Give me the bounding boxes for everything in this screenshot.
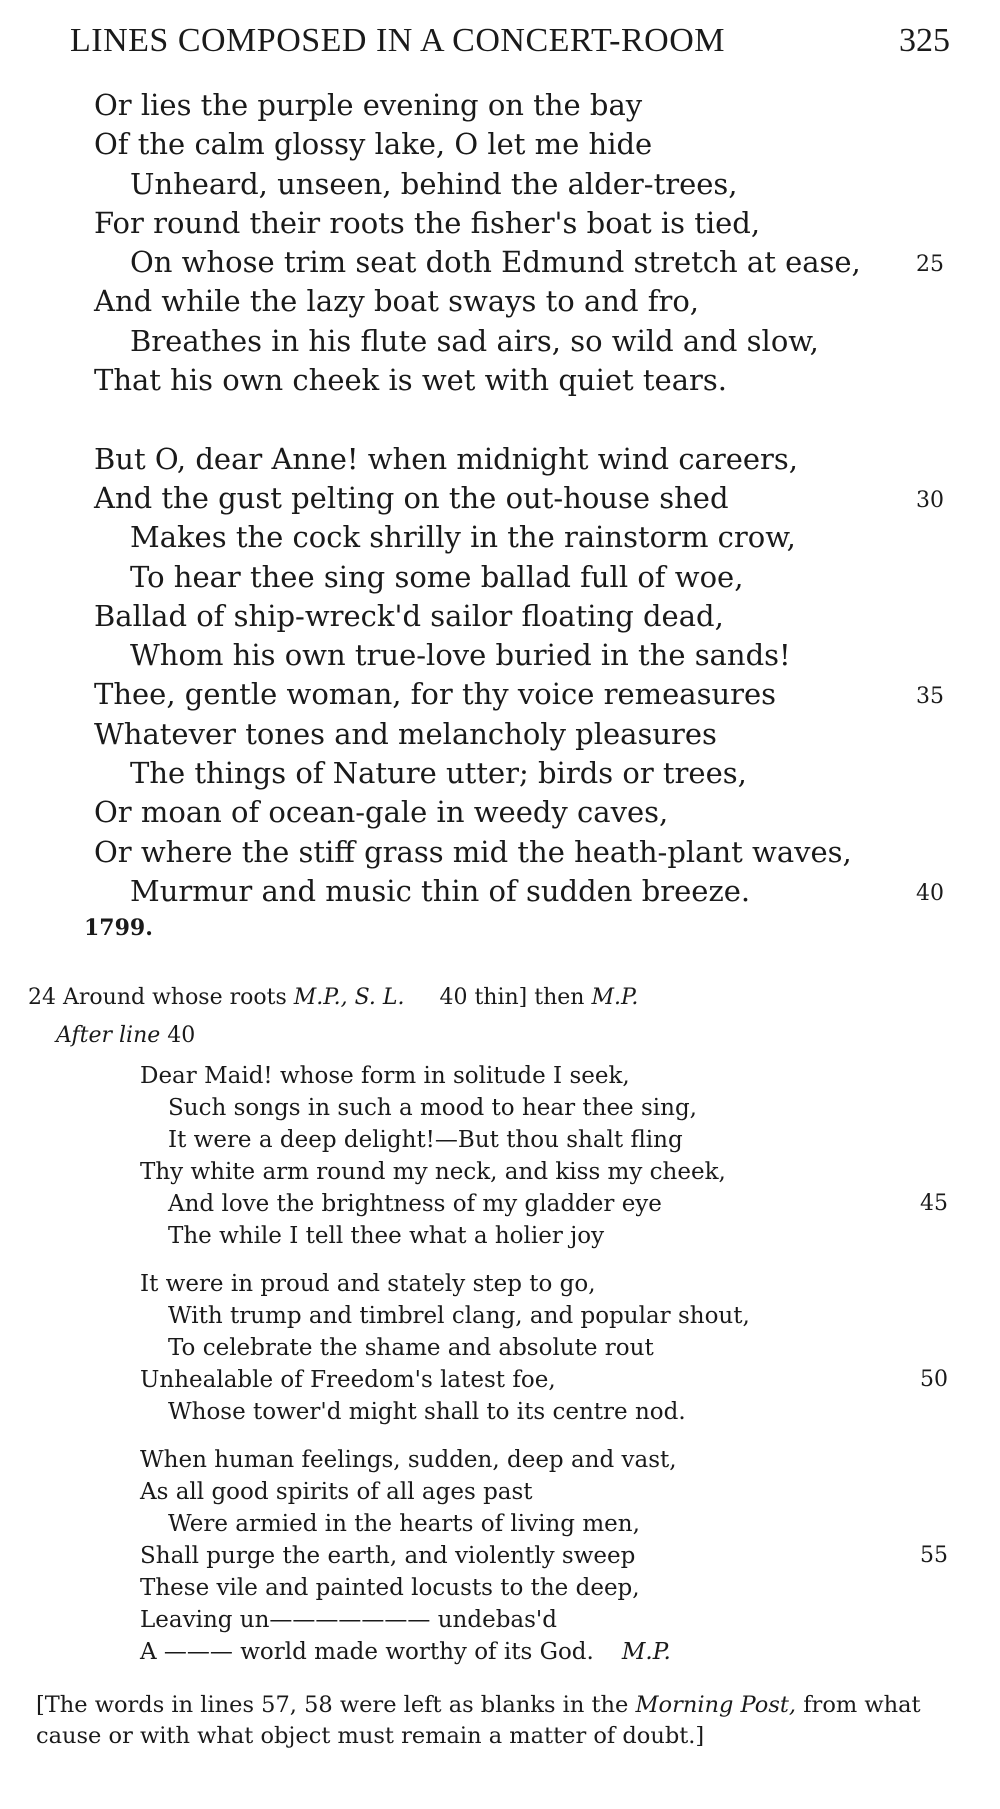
stanza-break — [94, 400, 914, 439]
poem-line — [94, 558, 914, 597]
line-number: 40 — [916, 880, 944, 906]
line-text: These vile and painted locusts to the deep, — [140, 1575, 640, 1601]
line-text: Such songs in such a mood to hear thee sing, — [168, 1095, 697, 1121]
line-text: Leaving un——————— undebas'd — [140, 1607, 557, 1633]
poem-date: 1799. — [84, 915, 153, 941]
line-text: To celebrate the shame and absolute rout — [168, 1335, 654, 1361]
line-text: Were armied in the hearts of living men, — [168, 1511, 640, 1537]
running-title: LINES COMPOSED IN A CONCERT-ROOM — [70, 22, 726, 59]
line-text: Murmur and music thin of sudden breeze. — [130, 873, 751, 908]
line-number: 55 — [920, 1543, 948, 1568]
poem-line — [94, 243, 944, 282]
line-text: Ballad of ship-wreck'd sailor floating dead, — [94, 598, 724, 633]
poem-line — [94, 833, 914, 872]
variant-text: thin] then — [474, 985, 585, 1010]
line-text: Whom his own true-love buried in the sands! — [130, 638, 791, 673]
line-text: A ——— world made worthy of its God. — [140, 1639, 594, 1665]
poem-line — [94, 715, 914, 754]
poem-line — [140, 1060, 960, 1092]
line-text: Thy white arm round my neck, and kiss my cheek, — [140, 1159, 726, 1185]
line-number: 30 — [916, 487, 944, 513]
poem-line — [94, 125, 914, 164]
line-text: On whose trim seat doth Edmund stretch at ease, — [130, 245, 861, 280]
stanza-break — [140, 1428, 960, 1444]
poem-line — [140, 1604, 960, 1636]
poem-line — [140, 1268, 960, 1300]
poem-line — [94, 636, 914, 675]
poem-line — [140, 1124, 960, 1156]
line-text: Dear Maid! whose form in solitude I seek, — [140, 1063, 630, 1089]
poem-line — [140, 1188, 960, 1220]
after-line-text: After line — [56, 1023, 161, 1048]
line-text: Or where the stiff grass mid the heath-plant waves, — [94, 834, 852, 869]
line-text: That his own cheek is wet with quiet tears. — [94, 363, 727, 398]
poem-line — [140, 1396, 960, 1428]
variant-line-number: 40 — [439, 985, 468, 1010]
line-text: Whatever tones and melancholy pleasures — [94, 716, 717, 751]
line-text: Or lies the purple evening on the bay — [94, 88, 643, 122]
editorial-note — [36, 1690, 966, 1752]
poem-line — [140, 1156, 960, 1188]
line-text: It were in proud and stately step to go, — [140, 1271, 596, 1297]
note-italic-text: Morning Post, — [635, 1692, 797, 1718]
poem-line — [94, 793, 914, 832]
poem-line — [94, 597, 914, 636]
line-text: As all good spirits of all ages past — [140, 1479, 533, 1505]
poem-line — [94, 86, 914, 125]
line-text: The while I tell thee what a holier joy — [168, 1223, 605, 1249]
poem-line — [140, 1444, 960, 1476]
poem-line — [140, 1572, 960, 1604]
line-text: To hear thee sing some ballad full of woe, — [130, 559, 744, 594]
line-text: And the gust pelting on the out-house shed — [94, 480, 729, 515]
line-text: It were a deep delight!—But thou shalt fling — [168, 1127, 683, 1153]
line-text: And while the lazy boat sways to and fro, — [94, 284, 700, 319]
poem-line — [94, 872, 944, 911]
poem-line — [140, 1332, 960, 1364]
variant-readings — [28, 985, 638, 1010]
after-line-label — [56, 1023, 195, 1048]
poem-line — [140, 1092, 960, 1124]
poem-line — [94, 518, 914, 557]
variant-source: M.P. — [591, 985, 639, 1010]
running-header — [70, 22, 950, 66]
poem-line — [140, 1364, 960, 1396]
line-source: M.P. — [621, 1639, 671, 1665]
after-line-number: 40 — [167, 1023, 196, 1048]
variant-source: M.P., S. L. — [293, 985, 405, 1010]
page-number: 325 — [899, 22, 950, 59]
line-text: For round their roots the fisher's boat is tied, — [94, 205, 761, 240]
poem-line — [94, 361, 914, 400]
poem-line — [140, 1476, 960, 1508]
note-text: from what cause or with what object must remain a matter of doubt.] — [36, 1692, 921, 1749]
poem-line — [94, 282, 914, 321]
variant-text: Around whose roots — [63, 985, 287, 1010]
line-text: And love the brightness of my gladder eye — [168, 1191, 662, 1217]
line-text: Unhealable of Freedom's latest foe, — [140, 1367, 556, 1393]
line-text: Thee, gentle woman, for thy voice remeasures — [94, 677, 777, 712]
poem-line — [94, 440, 914, 479]
line-number: 25 — [916, 252, 944, 278]
poem-line — [140, 1636, 960, 1668]
poem-line — [94, 204, 914, 243]
poem-line — [140, 1540, 960, 1572]
note-text: [The words in lines 57, 58 were left as blanks in the — [36, 1692, 629, 1718]
line-text: Of the calm glossy lake, O let me hide — [94, 127, 653, 162]
poem-line — [94, 165, 914, 204]
poem-body — [94, 86, 944, 911]
line-text: With trump and timbrel clang, and popular shout, — [168, 1303, 750, 1329]
line-number: 35 — [916, 684, 944, 710]
line-text: The things of Nature utter; birds or trees, — [130, 756, 747, 791]
line-text: But O, dear Anne! when midnight wind careers, — [94, 441, 799, 476]
poem-line — [94, 322, 914, 361]
line-text: When human feelings, sudden, deep and vast, — [140, 1447, 677, 1473]
line-number: 45 — [920, 1191, 948, 1216]
line-text: Shall purge the earth, and violently sweep — [140, 1543, 636, 1569]
poem-line — [140, 1508, 960, 1540]
additional-stanzas — [140, 1060, 960, 1668]
line-text: Or moan of ocean-gale in weedy caves, — [94, 795, 669, 830]
line-text: Breathes in his flute sad airs, so wild and slow, — [130, 323, 819, 358]
poem-line — [140, 1220, 960, 1252]
stanza-break — [140, 1252, 960, 1268]
line-number: 50 — [920, 1367, 948, 1392]
line-text: Makes the cock shrilly in the rainstorm crow, — [130, 520, 796, 555]
line-text: Whose tower'd might shall to its centre nod. — [168, 1399, 686, 1425]
poem-line — [94, 754, 914, 793]
poem-line — [140, 1300, 960, 1332]
poem-line — [94, 479, 944, 518]
poem-line — [94, 675, 944, 714]
variant-line-number: 24 — [28, 985, 56, 1010]
line-text: Unheard, unseen, behind the alder-trees, — [130, 166, 738, 201]
